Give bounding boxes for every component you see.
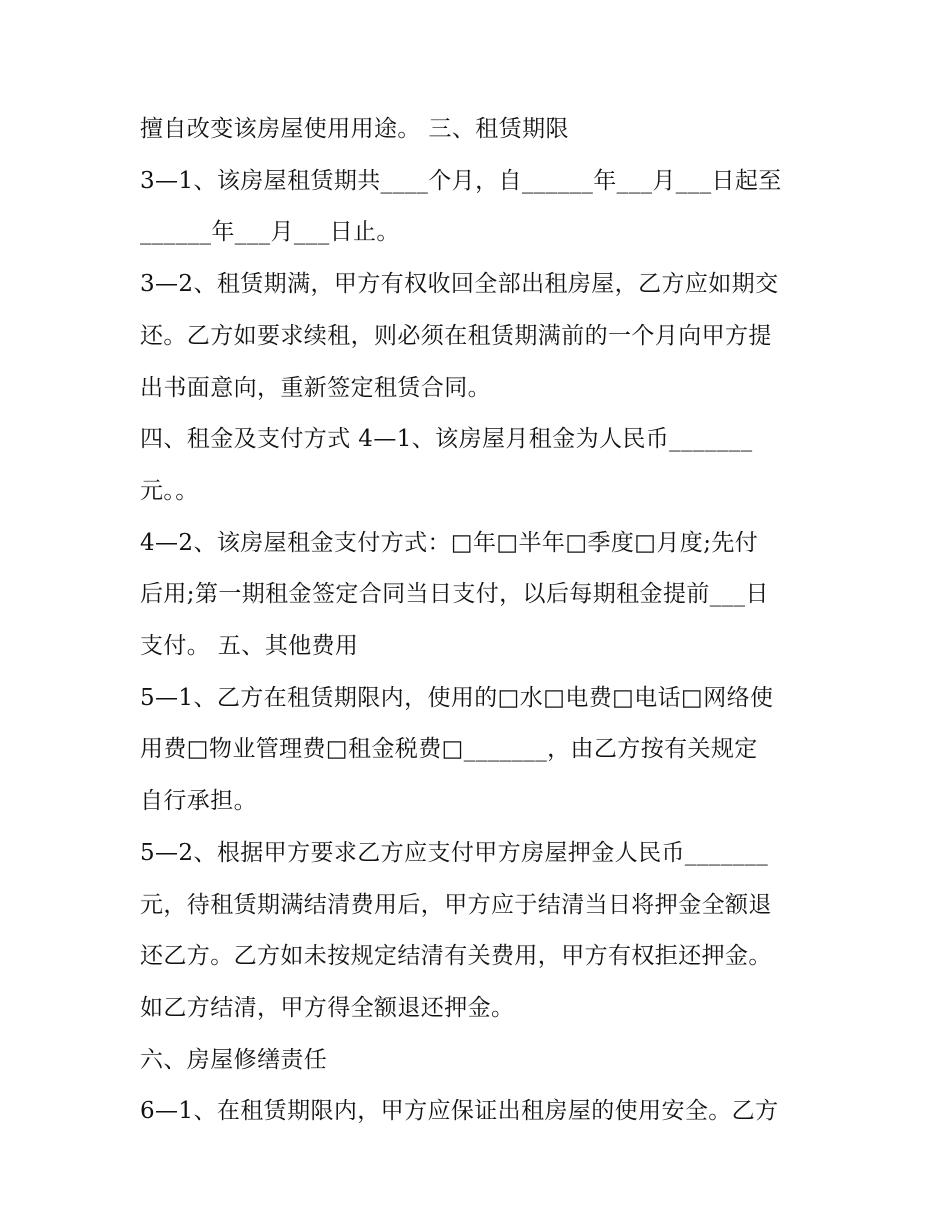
text-line: 如乙方结清，甲方得全额退还押金。	[140, 994, 515, 1021]
text-line: 四、租金及支付方式 4—1、该房屋月租金为人民币_______	[140, 426, 753, 453]
document-page	[140, 104, 830, 1138]
text-line: 六、房屋修缮责任	[140, 1046, 328, 1073]
text-line: 出书面意向，重新签定租赁合同。	[140, 374, 491, 401]
text-line: 还。乙方如要求续租，则必须在租赁期满前的一个月向甲方提	[140, 322, 772, 349]
text-line: 元，待租赁期满结清费用后，甲方应于结清当日将押金全额退	[140, 891, 772, 918]
text-line: 擅自改变该房屋使用用途。 三、租赁期限	[140, 116, 569, 142]
text-line: 元。。	[140, 477, 199, 504]
text-line: 3—1、该房屋租赁期共____个月，自______年___月___日起至	[140, 167, 782, 194]
text-line: 3—2、租赁期满，甲方有权收回全部出租房屋，乙方应如期交	[140, 271, 779, 298]
text-line: 用费□物业管理费□租金税费□_______，由乙方按有关规定	[140, 736, 758, 763]
text-line: 后用;第一期租金签定合同当日支付，以后每期租金提前___日	[140, 581, 769, 608]
text-line: 支付。 五、其他费用	[140, 633, 359, 660]
text-line: 自行承担。	[140, 788, 257, 815]
text-line: 还乙方。乙方如未按规定结清有关费用，甲方有权拒还押金。	[140, 943, 772, 970]
text-line: 4—2、该房屋租金支付方式：□年□半年□季度□月度;先付	[140, 529, 759, 556]
text-line: 5—2、根据甲方要求乙方应支付甲方房屋押金人民币_______	[140, 839, 769, 866]
text-line: 5—1、乙方在租赁期限内，使用的□水□电费□电话□网络使	[140, 684, 774, 711]
text-line: 6—1、在租赁期限内，甲方应保证出租房屋的使用安全。乙方	[140, 1098, 779, 1125]
text-line: ______年___月___日止。	[140, 219, 400, 246]
